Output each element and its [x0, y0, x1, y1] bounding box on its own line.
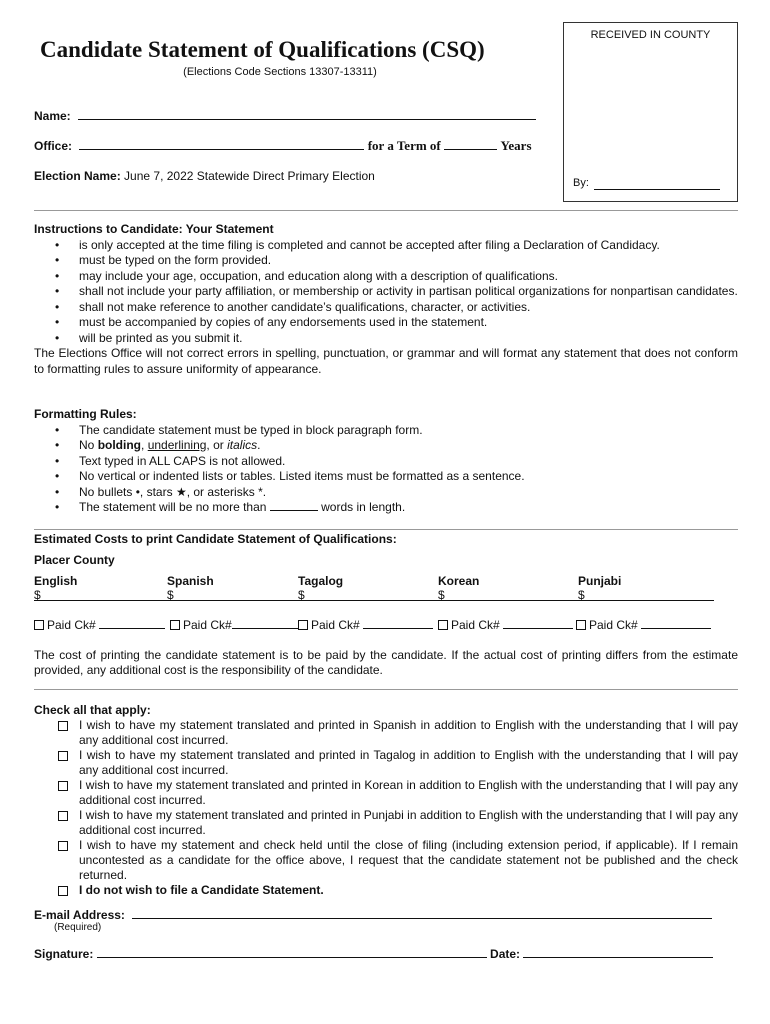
name-field[interactable]: [78, 109, 536, 120]
checkbox[interactable]: [576, 620, 586, 630]
instructions-list: [34, 238, 738, 347]
costs-heading: Estimated Costs to print Candidate Statement of Qualifications:: [34, 532, 397, 546]
received-in-county-box: [563, 22, 738, 202]
checkbox[interactable]: [438, 620, 448, 630]
instructions-heading: Instructions to Candidate: Your Statement: [34, 222, 274, 236]
paid-check-tagalog: Paid Ck#: [298, 618, 433, 632]
years-label: Years: [500, 138, 532, 153]
divider: [34, 689, 738, 690]
asterisk-glyph: *: [258, 484, 263, 499]
checkbox[interactable]: [34, 620, 44, 630]
list-item: • No vertical or indented lists or tables. Listed items must be formatted as a sentence.: [79, 469, 738, 485]
cost-col-korean: Korean $: [438, 574, 480, 602]
costs-section: [34, 532, 738, 568]
form-subtitle: (Elections Code Sections 13307-13311): [183, 66, 377, 78]
list-item: • will be printed as you submit it.: [79, 331, 738, 347]
checkbox[interactable]: [170, 620, 180, 630]
received-label: RECEIVED IN COUNTY: [590, 29, 711, 41]
option-spanish: I wish to have my statement translated and printed in Spanish in addition to English with the understanding that I will pay any additional cost incurred.: [34, 718, 738, 748]
list-item: • is only accepted at the time filing is completed and cannot be accepted after filing a Declaration of Candidacy.: [79, 238, 738, 254]
checkbox[interactable]: [58, 721, 68, 731]
list-item: • shall not make reference to another candidate’s qualifications, character, or activities.: [79, 300, 738, 316]
signature-field[interactable]: [97, 947, 487, 958]
list-item: • No bullets •, stars ★, or asterisks *.: [79, 485, 738, 501]
option-hold-check: I wish to have my statement and check held until the close of filing (including extension period, if applicable). If I remain uncontested as a candidate for the office above, I request that the candidate statement not be published and the check returned.: [34, 838, 738, 883]
name-label: Name:: [34, 109, 71, 123]
checkbox[interactable]: [58, 751, 68, 761]
checkbox[interactable]: [58, 886, 68, 896]
paid-check-korean: Paid Ck#: [438, 618, 573, 632]
election-value: June 7, 2022 Statewide Direct Primary Election: [124, 169, 375, 183]
email-label: E-mail Address:: [34, 908, 125, 922]
cost-amount-line[interactable]: [34, 600, 714, 601]
cost-col-punjabi: Punjabi $: [578, 574, 622, 602]
option-korean: I wish to have my statement translated and printed in Korean in addition to English with the understanding that I will pay any additional cost incurred.: [34, 778, 738, 808]
election-label: Election Name:: [34, 169, 121, 183]
date-field[interactable]: [523, 947, 713, 958]
paid-check-english: Paid Ck#: [34, 618, 165, 632]
option-tagalog: I wish to have my statement translated and printed in Tagalog in addition to English with the understanding that I will pay any additional cost incurred.: [34, 748, 738, 778]
options-section: [34, 703, 738, 898]
word-limit-field[interactable]: [270, 500, 318, 511]
option-punjabi: I wish to have my statement translated and printed in Punjabi in addition to English with the understanding that I will pay any additional cost incurred.: [34, 808, 738, 838]
county-name: Placer County: [34, 552, 115, 567]
email-row: [34, 908, 712, 922]
office-field[interactable]: [79, 139, 364, 150]
date-label: Date:: [490, 947, 521, 961]
required-note: (Required): [54, 922, 102, 933]
cost-col-english: English $: [34, 574, 78, 602]
checkbox[interactable]: [298, 620, 308, 630]
instructions-section: [34, 222, 738, 377]
by-field[interactable]: [594, 189, 720, 190]
list-item: • may include your age, occupation, and education along with a description of qualifications.: [79, 269, 738, 285]
signature-row: [34, 947, 713, 961]
list-item: • The candidate statement must be typed in block paragraph form.: [79, 423, 738, 439]
instructions-note: The Elections Office will not correct errors in spelling, punctuation, or grammar and will format any statement that does not conform to formatting rules to assure uniformity of appearance.: [34, 346, 738, 376]
formatting-section: [34, 407, 738, 516]
options-heading: Check all that apply:: [34, 703, 151, 717]
term-label: for a Term of: [367, 138, 441, 153]
cost-note: The cost of printing the candidate statement is to be paid by the candidate. If the actual cost of printing differs from the estimate provided, any additional cost is the responsibility of the candidate.: [34, 648, 738, 677]
bullet-glyph: •: [135, 484, 140, 499]
office-label: Office:: [34, 139, 73, 153]
paid-check-punjabi: Paid Ck#: [576, 618, 711, 632]
name-row: [34, 109, 536, 123]
checkbox[interactable]: [58, 781, 68, 791]
checkbox[interactable]: [58, 841, 68, 851]
cost-columns: [34, 574, 714, 604]
list-item: • must be accompanied by copies of any endorsements used in the statement.: [79, 315, 738, 331]
list-item: • The statement will be no more than words in length.: [79, 500, 738, 516]
form-title: Candidate Statement of Qualifications (CSQ): [40, 37, 485, 62]
star-icon: ★: [175, 484, 187, 499]
by-label: By:: [573, 177, 589, 189]
formatting-list: [34, 423, 738, 516]
list-item: • must be typed on the form provided.: [79, 253, 738, 269]
email-field[interactable]: [132, 908, 712, 919]
paid-check-spanish: Paid Ck#: [170, 618, 298, 632]
option-no-statement: I do not wish to file a Candidate Statement.: [34, 883, 738, 898]
formatting-heading: Formatting Rules:: [34, 407, 137, 421]
cost-col-spanish: Spanish $: [167, 574, 214, 602]
office-row: [34, 138, 532, 154]
election-row: [34, 169, 375, 183]
list-item: • Text typed in ALL CAPS is not allowed.: [79, 454, 738, 470]
term-years-field[interactable]: [444, 139, 497, 150]
divider: [34, 529, 738, 530]
signature-label: Signature:: [34, 947, 94, 961]
list-item: • No bolding, underlining, or italics.: [79, 438, 738, 454]
divider: [34, 210, 738, 211]
cost-col-tagalog: Tagalog $: [298, 574, 344, 602]
list-item: • shall not include your party affiliation, or membership or activity in partisan political organizations for nonpartisan candidates.: [79, 284, 738, 300]
checkbox[interactable]: [58, 811, 68, 821]
